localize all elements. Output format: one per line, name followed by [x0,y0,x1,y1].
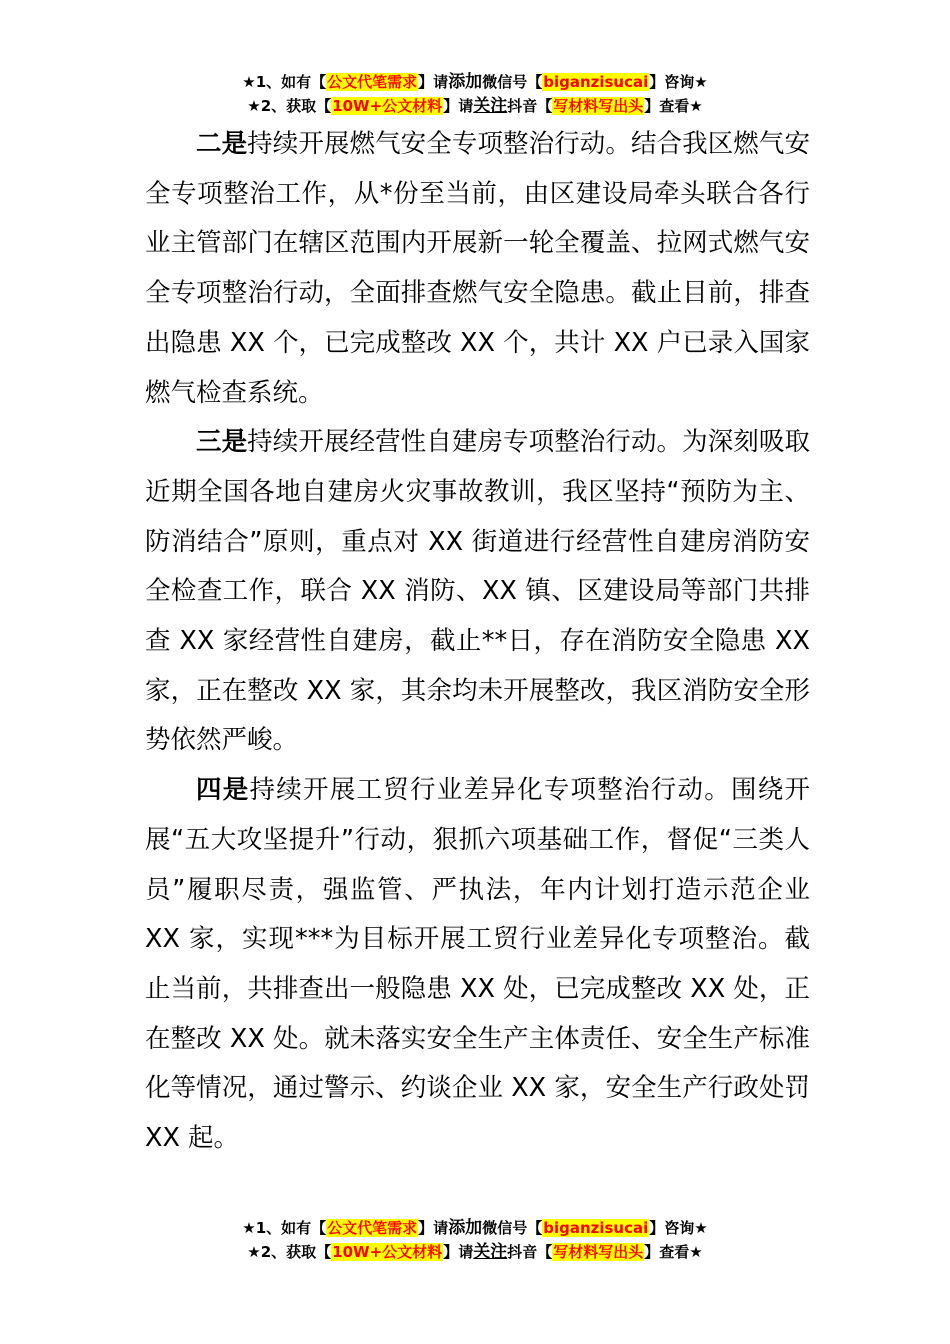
banner-text: 】请 [443,1243,474,1261]
banner-text: 抖音【 [507,97,553,115]
banner-text: ★2、获取【 [247,1243,332,1261]
banner-emphasis: 关注 [473,96,508,116]
highlight-douyin-id: 写材料写出头 [553,97,644,115]
highlight-douyin-id: 写材料写出头 [553,1243,644,1261]
banner-line-2 [0,1240,950,1264]
paragraph-industry-trade [145,766,810,1164]
banner-text: 】请 [418,73,449,91]
highlight-wechat-id: biganzisucai [543,73,649,91]
highlight-materials: 10W+公文材料 [332,97,443,115]
banner-text: 微信号【 [482,1219,543,1237]
paragraph-lead: 四是 [196,775,250,806]
banner-line-1 [0,70,950,94]
banner-emphasis: 添加 [448,72,483,92]
banner-line-1 [0,1216,950,1240]
paragraph-lead: 三是 [196,427,248,458]
document-body [145,120,810,1164]
paragraph-gas-safety [145,120,810,418]
highlight-ghostwriting: 公文代笔需求 [327,73,418,91]
banner-text: 】请 [443,97,474,115]
top-banner [0,70,950,118]
banner-text: 】咨询★ [649,73,708,91]
banner-text: 】查看★ [644,1243,703,1261]
banner-emphasis: 添加 [448,1218,483,1238]
highlight-materials: 10W+公文材料 [332,1243,443,1261]
banner-line-2 [0,94,950,118]
banner-text: ★1、如有【 [242,73,327,91]
highlight-ghostwriting: 公文代笔需求 [327,1219,418,1237]
banner-text: 微信号【 [482,73,543,91]
paragraph-text: 持续开展燃气安全专项整治行动。结合我区燃气安全专项整治工作，从*份至当前，由区建设局牵头联合各行业主管部门在辖区范围内开展新一轮全覆盖、拉网式燃气安全专项整治行动，全面排查燃气安全隐患。截止目前，排查出隐患 XX 个，已完成整改 XX 个，共计 XX 户已录入国家燃气检查系统。 [145,129,810,408]
banner-text: ★2、获取【 [247,97,332,115]
banner-emphasis: 关注 [473,1242,508,1262]
paragraph-text: 持续开展工贸行业差异化专项整治行动。围绕开展“五大攻坚提升”行动，狠抓六项基础工作，督促“三类人员”履职尽责，强监管、严执法，年内计划打造示范企业 XX 家，实现***为目标开展工贸行业差异化专项整治。截止当前，共排查出一般隐患 XX 处，已完成整改 XX 处，正在整改 XX 处。就未落实安全生产主体责任、安全生产标准化等情况，通过警示、约谈企业 XX 家，安全生产行政处罚 XX 起。 [145,775,810,1154]
paragraph-self-built-housing [145,418,810,766]
banner-text: 抖音【 [507,1243,553,1261]
banner-text: ★1、如有【 [242,1219,327,1237]
paragraph-lead: 二是 [196,129,248,159]
banner-text: 】查看★ [644,97,703,115]
paragraph-text: 持续开展经营性自建房专项整治行动。为深刻吸取近期全国各地自建房火灾事故教训，我区坚持“预防为主、防消结合”原则，重点对 XX 街道进行经营性自建房消防安全检查工作，联合 XX 消防、XX 镇、区建设局等部门共排查 XX 家经营性自建房，截止**日，存在消防安全隐患 XX 家，正在整改 XX 家，其余均未开展整改，我区消防安全形势依然严峻。 [145,427,810,756]
highlight-wechat-id: biganzisucai [543,1219,649,1237]
banner-text: 】咨询★ [649,1219,708,1237]
banner-text: 】请 [418,1219,449,1237]
bottom-banner [0,1216,950,1264]
